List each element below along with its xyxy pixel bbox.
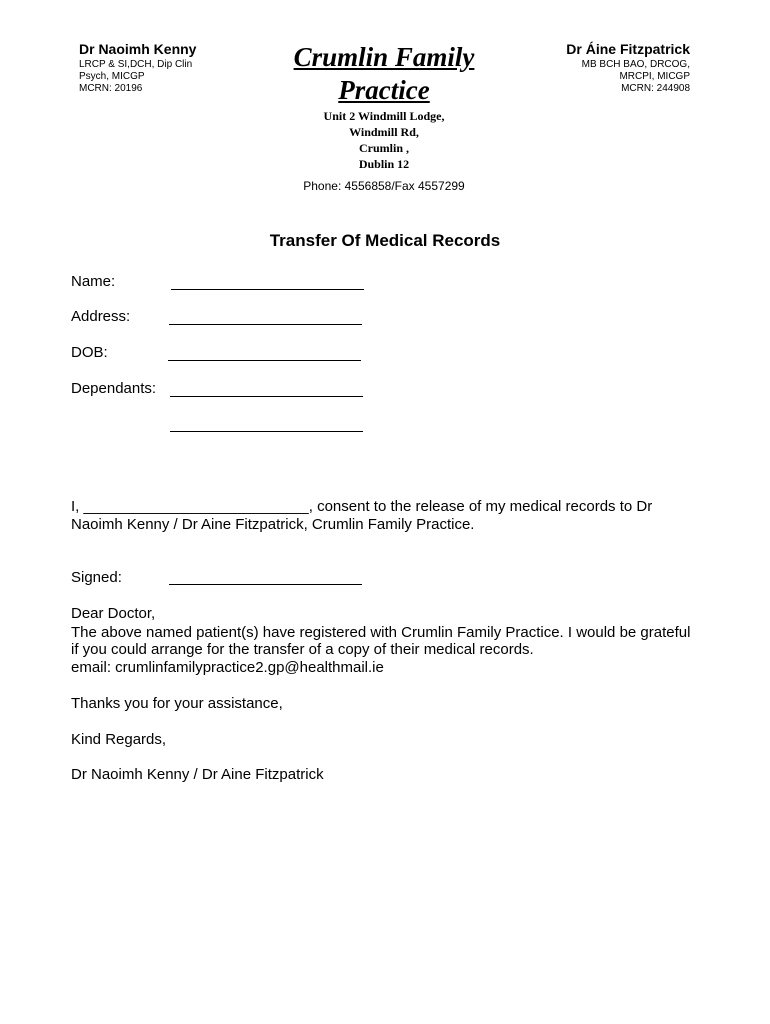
signature-field-line[interactable] (169, 584, 362, 585)
left-doctor-qualifications-1: LRCP & SI,DCH, Dip Clin (79, 59, 193, 70)
name-label: Name: (71, 273, 116, 290)
right-doctor-mcrn: MCRN: 244908 (621, 83, 690, 94)
right-doctor-qualifications-1: MB BCH BAO, DRCOG, (581, 59, 690, 70)
practice-address-3: Crumlin , (358, 141, 409, 155)
address-field-line[interactable] (169, 324, 362, 325)
practice-block (254, 41, 514, 193)
letter-paragraph-line2: if you could arrange for the transfer of a copy of their medical records. (71, 641, 534, 658)
letter-signoff: Dr Naoimh Kenny / Dr Aine Fitzpatrick (71, 766, 324, 783)
letter-regards: Kind Regards, (71, 731, 167, 748)
left-doctor-name: Dr Naoimh Kenny (79, 41, 197, 57)
consent-text-line2: Naoimh Kenny / Dr Aine Fitzpatrick, Crumlin Family Practice. (71, 516, 475, 533)
letter-salutation: Dear Doctor, (71, 605, 156, 622)
right-doctor-block (510, 41, 690, 95)
practice-name-line1: Crumlin Family (293, 42, 475, 72)
practice-phone: Phone: 4556858/Fax 4557299 (303, 179, 465, 193)
letter-thanks: Thanks you for your assistance, (71, 695, 283, 712)
left-doctor-qualifications-2: Psych, MICGP (79, 71, 145, 82)
name-field-line[interactable] (171, 289, 364, 290)
left-doctor-block (79, 41, 259, 95)
practice-address-4: Dublin 12 (358, 157, 410, 171)
right-doctor-qualifications-2: MRCPI, MICGP (619, 71, 690, 82)
practice-address-1: Unit 2 Windmill Lodge, (323, 109, 445, 123)
dependants-field-line-2[interactable] (170, 431, 363, 432)
letter-paragraph-line1: The above named patient(s) have registered with Crumlin Family Practice. I would be grateful (71, 624, 691, 641)
practice-address-2: Windmill Rd, (349, 125, 419, 139)
right-doctor-name: Dr Áine Fitzpatrick (566, 41, 690, 57)
dependants-label: Dependants: (71, 380, 157, 397)
dob-field-line[interactable] (168, 360, 361, 361)
address-label: Address: (71, 308, 131, 325)
consent-text-line1: I, ___________________________, consent to the release of my medical records to Dr (71, 498, 653, 515)
practice-name-line2: Practice (338, 75, 430, 105)
dependants-field-line-1[interactable] (170, 396, 363, 397)
dob-label: DOB: (71, 344, 108, 361)
left-doctor-mcrn: MCRN: 20196 (79, 83, 143, 94)
form-title: Transfer Of Medical Records (269, 231, 501, 250)
letter-email: email: crumlinfamilypractice2.gp@healthmail.ie (71, 659, 384, 676)
signed-label: Signed: (71, 569, 122, 586)
